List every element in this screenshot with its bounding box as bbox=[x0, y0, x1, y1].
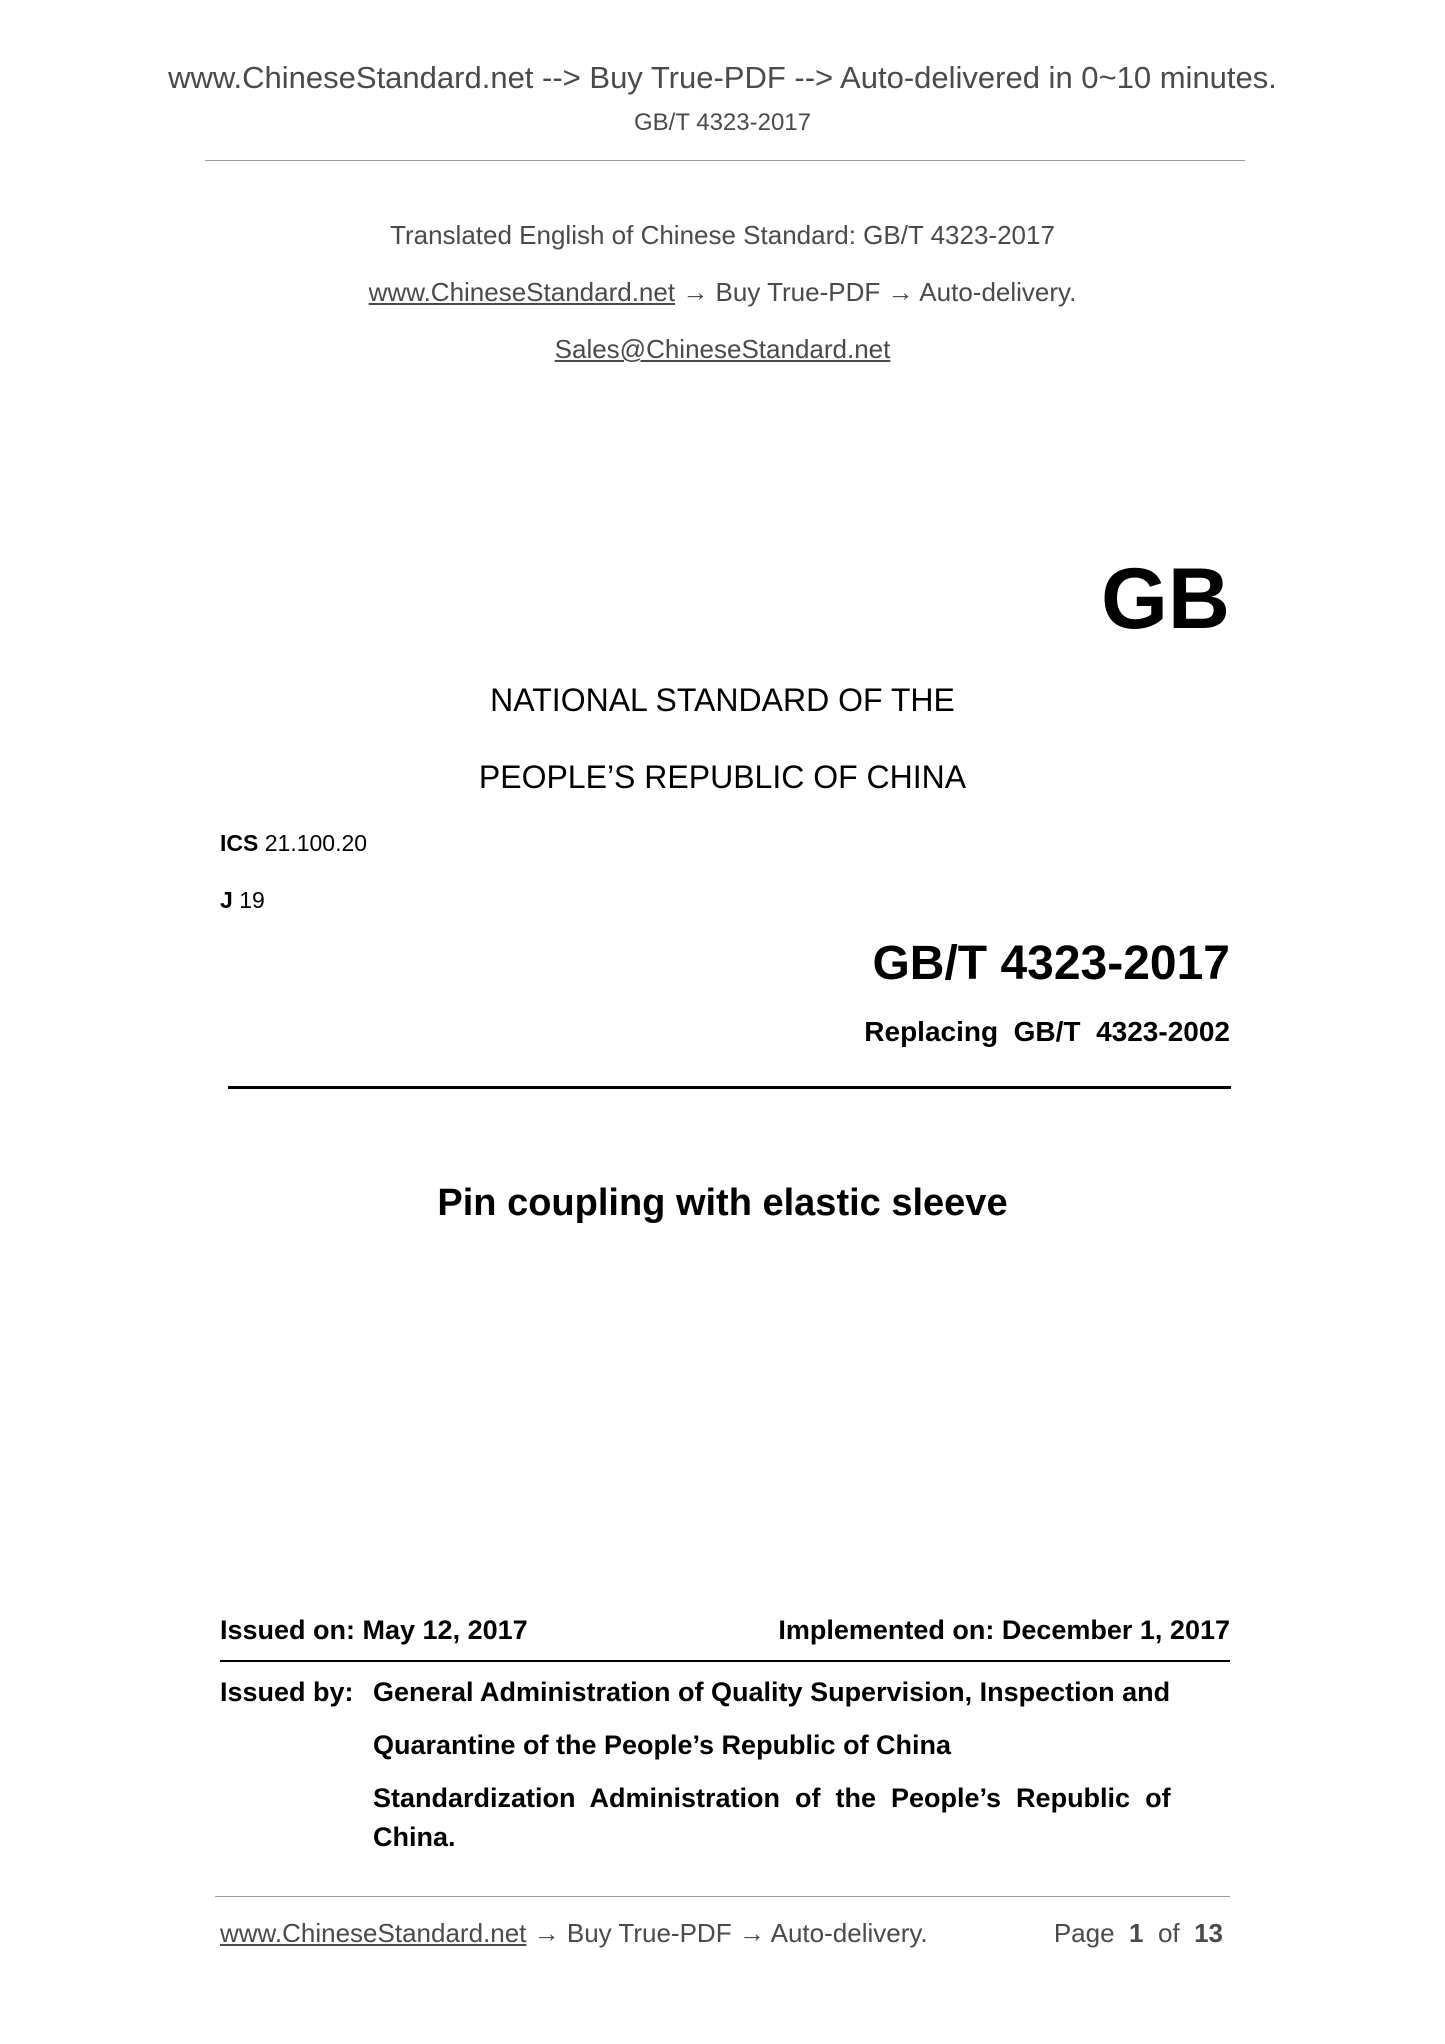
national-standard-line1: NATIONAL STANDARD OF THE bbox=[490, 682, 955, 718]
j-value: 19 bbox=[239, 887, 265, 913]
ics-value: 21.100.20 bbox=[264, 830, 368, 856]
replacing-standard: Replacing GB/T 4323-2002 bbox=[864, 1016, 1230, 1047]
intro-auto-text: Auto-delivery. bbox=[919, 277, 1077, 307]
issuer-1-line-2: Quarantine of the People’s Republic of China bbox=[373, 1730, 952, 1760]
j-code bbox=[220, 887, 265, 914]
arrow-icon: → bbox=[533, 1918, 560, 1948]
translated-line: Translated English of Chinese Standard: GB/T 4323-2017 bbox=[390, 220, 1055, 250]
arrow-icon: → bbox=[682, 277, 709, 307]
issuer-2-line-2: China. bbox=[373, 1822, 456, 1852]
header-divider bbox=[205, 160, 1245, 161]
sales-email-link[interactable]: Sales@ChineseStandard.net bbox=[554, 334, 891, 364]
implemented-on: Implemented on: December 1, 2017 bbox=[778, 1615, 1230, 1645]
issued-on: Issued on: May 12, 2017 bbox=[220, 1615, 528, 1645]
page-of-label: of bbox=[1157, 1918, 1180, 1948]
footer-buy-text: Buy True-PDF bbox=[566, 1918, 732, 1948]
footer-auto-text: Auto-delivery. bbox=[770, 1918, 928, 1948]
arrow-icon: → bbox=[738, 1918, 765, 1948]
ics-code bbox=[220, 830, 367, 857]
intro-buy-text: Buy True-PDF bbox=[715, 277, 881, 307]
header-doc-code: GB/T 4323-2017 bbox=[633, 109, 811, 136]
gb-mark: GB bbox=[1101, 551, 1230, 647]
ics-label: ICS bbox=[220, 830, 259, 856]
intro-buy-line bbox=[0, 277, 1445, 308]
page-total: 13 bbox=[1194, 1918, 1223, 1948]
j-label: J bbox=[220, 887, 233, 913]
national-standard-line2: PEOPLE’S REPUBLIC OF CHINA bbox=[478, 759, 967, 795]
issue-divider bbox=[220, 1660, 1230, 1662]
document-title: Pin coupling with elastic sleeve bbox=[437, 1182, 1008, 1224]
footer-divider bbox=[215, 1896, 1230, 1897]
page-indicator bbox=[1054, 1918, 1223, 1949]
footer-site-link[interactable]: www.ChineseStandard.net bbox=[220, 1918, 527, 1948]
cover-divider bbox=[228, 1086, 1231, 1089]
arrow-icon: → bbox=[887, 277, 914, 307]
header-banner: www.ChineseStandard.net --> Buy True-PDF --> Auto-delivered in 0~10 minutes. bbox=[168, 60, 1277, 95]
standard-number: GB/T 4323-2017 bbox=[872, 937, 1230, 990]
issuer-2-line-1: Standardization Administration of the People’s Republic of bbox=[373, 1783, 1171, 1813]
page-label: Page bbox=[1053, 1918, 1115, 1948]
issued-by-label: Issued by: bbox=[220, 1677, 354, 1707]
issuer-1-line-1: General Administration of Quality Supervision, Inspection and bbox=[373, 1677, 1171, 1707]
footer-buy-line bbox=[220, 1918, 928, 1949]
page-number: 1 bbox=[1129, 1918, 1144, 1948]
intro-site-link[interactable]: www.ChineseStandard.net bbox=[368, 277, 676, 307]
